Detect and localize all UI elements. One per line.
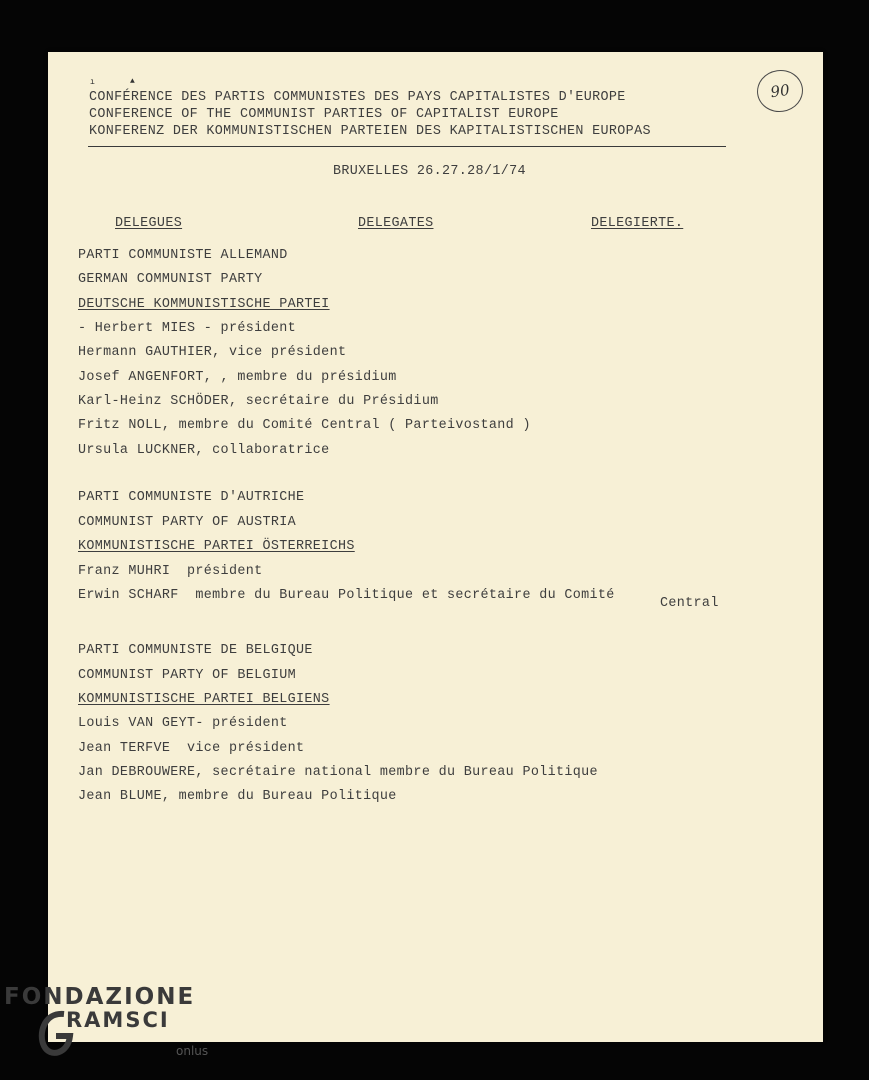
header-line-fr: CONFÉRENCE DES PARTIS COMMUNISTES DES PAYS CAPITALISTES D'EUROPE bbox=[89, 90, 626, 105]
delegate-line: Jan DEBROUWERE, secrétaire national membre du Bureau Politique bbox=[78, 765, 598, 780]
party-name-fr: PARTI COMMUNISTE ALLEMAND bbox=[78, 248, 288, 263]
header-line-de: KONFERENZ DER KOMMUNISTISCHEN PARTEIEN DES KAPITALISTISCHEN EUROPAS bbox=[89, 124, 651, 139]
delegate-line: Erwin SCHARF membre du Bureau Politique et secrétaire du Comité bbox=[78, 588, 615, 603]
party-name-de: KOMMUNISTISCHE PARTEI BELGIENS bbox=[78, 692, 330, 707]
delegate-line: Hermann GAUTHIER, vice président bbox=[78, 345, 347, 360]
header-divider bbox=[88, 146, 726, 147]
logo-word-2: RAMSCI bbox=[66, 1008, 170, 1032]
column-heading-en: DELEGATES bbox=[358, 216, 434, 231]
delegate-line: Jean BLUME, membre du Bureau Politique bbox=[78, 789, 397, 804]
pen-mark: ı bbox=[90, 78, 95, 87]
header-line-en: CONFERENCE OF THE COMMUNIST PARTIES OF CAPITALIST EUROPE bbox=[89, 107, 559, 122]
fondazione-gramsci-logo bbox=[4, 984, 224, 1064]
logo-word-1: FONDAZIONE bbox=[4, 984, 196, 1010]
delegate-line: Fritz NOLL, membre du Comité Central ( Parteivostand ) bbox=[78, 418, 531, 433]
page-number-stamp: 90 bbox=[754, 67, 805, 115]
delegate-line: Jean TERFVE vice président bbox=[78, 741, 305, 756]
delegate-line: - Herbert MIES - président bbox=[78, 321, 297, 336]
delegate-line: Karl-Heinz SCHÖDER, secrétaire du Présidium bbox=[78, 394, 439, 409]
delegate-line: Ursula LUCKNER, collaboratrice bbox=[78, 443, 330, 458]
pen-mark: ▲ bbox=[130, 77, 135, 86]
party-name-fr: PARTI COMMUNISTE DE BELGIQUE bbox=[78, 643, 313, 658]
party-name-de: KOMMUNISTISCHE PARTEI ÖSTERREICHS bbox=[78, 539, 355, 554]
party-name-de: DEUTSCHE KOMMUNISTISCHE PARTEI bbox=[78, 297, 330, 312]
party-name-en: COMMUNIST PARTY OF AUSTRIA bbox=[78, 515, 297, 530]
column-heading-de: DELEGIERTE. bbox=[591, 216, 684, 231]
logo-word-3: onlus bbox=[176, 1044, 209, 1058]
party-name-fr: PARTI COMMUNISTE D'AUTRICHE bbox=[78, 490, 305, 505]
delegate-line: Josef ANGENFORT, , membre du présidium bbox=[78, 370, 397, 385]
delegate-line: Louis VAN GEYT- président bbox=[78, 716, 288, 731]
party-name-en: GERMAN COMMUNIST PARTY bbox=[78, 272, 263, 287]
party-name-en: COMMUNIST PARTY OF BELGIUM bbox=[78, 668, 297, 683]
place-date: BRUXELLES 26.27.28/1/74 bbox=[333, 164, 526, 179]
column-heading-fr: DELEGUES bbox=[115, 216, 183, 231]
delegate-line: Franz MUHRI président bbox=[78, 564, 263, 579]
overflow-word: Central bbox=[660, 596, 719, 611]
